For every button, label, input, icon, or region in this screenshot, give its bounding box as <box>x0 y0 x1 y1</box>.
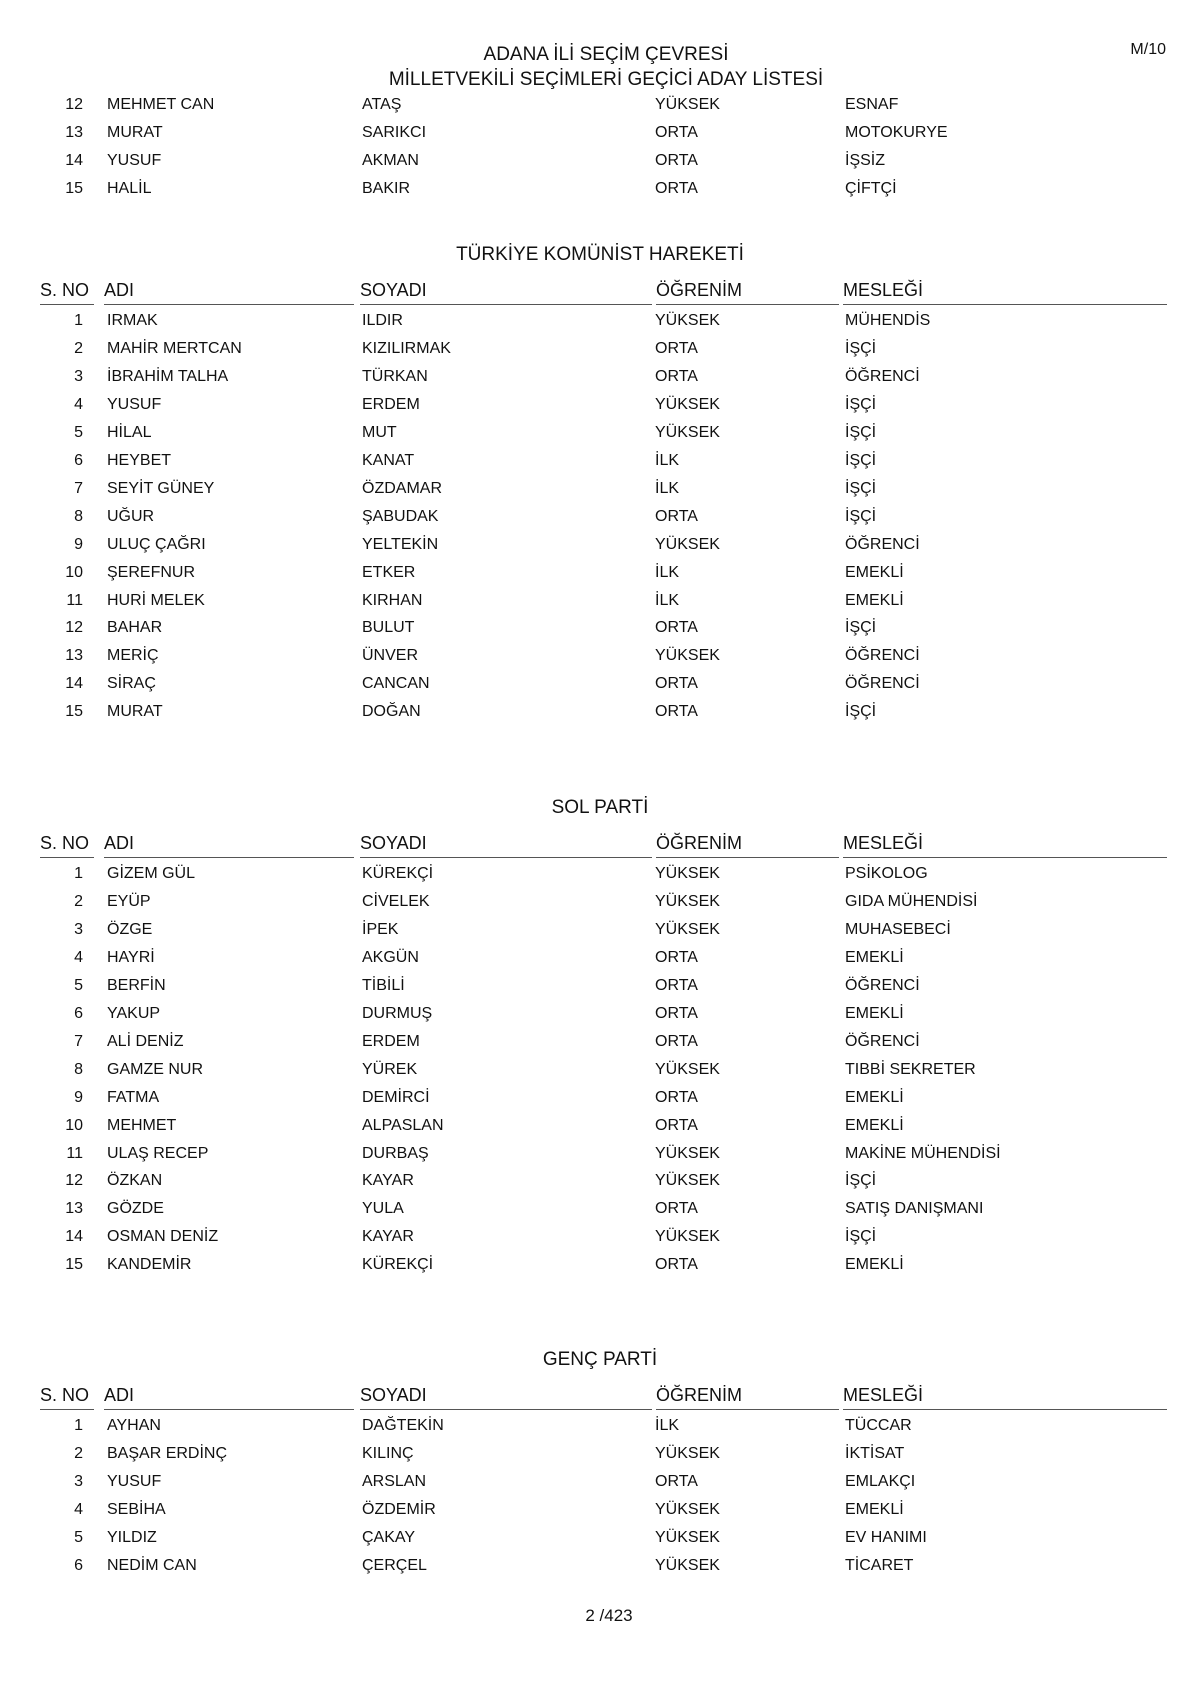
cell-meslek: EMEKLİ <box>845 591 904 609</box>
cell-ogrenim: YÜKSEK <box>655 1060 720 1078</box>
cell-ogrenim: YÜKSEK <box>655 423 720 441</box>
cell-meslek: İKTİSAT <box>845 1444 905 1462</box>
cell-ad: ULUÇ ÇAĞRI <box>107 535 206 553</box>
cell-meslek: MÜHENDİS <box>845 312 931 329</box>
cell-meslek: TİCARET <box>845 1556 914 1574</box>
cell-no: 15 <box>65 703 83 721</box>
cell-soyad: ÜNVER <box>362 647 419 665</box>
cell-meslek: EMEKLİ <box>845 563 904 581</box>
cell-ad: MEHMET CAN <box>107 96 215 113</box>
cell-meslek: SATIŞ DANIŞMANI <box>845 1200 984 1218</box>
cell-meslek: İŞSİZ <box>845 151 886 169</box>
cell-no: 4 <box>74 948 83 966</box>
cell-ogrenim: ORTA <box>655 976 698 994</box>
cell-soyad: SARIKCI <box>362 123 427 141</box>
cell-no: 12 <box>65 96 83 113</box>
cell-ad: AYHAN <box>107 1417 161 1434</box>
cell-ogrenim: YÜKSEK <box>655 312 720 329</box>
table-row <box>0 530 1200 560</box>
cell-ad: YAKUP <box>107 1004 161 1022</box>
party-title: GENÇ PARTİ <box>542 1349 658 1370</box>
cell-no: 13 <box>65 647 83 665</box>
cell-soyad: ARSLAN <box>362 1472 427 1490</box>
document-header <box>0 42 1200 92</box>
cell-soyad: YÜREK <box>362 1060 418 1078</box>
cell-meslek: ESNAF <box>845 96 899 113</box>
cell-no: 12 <box>65 619 83 637</box>
cell-ad: GÖZDE <box>107 1200 164 1218</box>
cell-no: 2 <box>74 1444 83 1462</box>
cell-soyad: KÜREKÇİ <box>362 1256 434 1274</box>
table-row <box>0 146 1200 176</box>
cell-ad: ŞEREFNUR <box>107 563 196 581</box>
cell-no: 15 <box>65 1256 83 1274</box>
page-id: M/10 <box>1130 41 1166 58</box>
cell-meslek: EMEKLİ <box>845 1500 904 1518</box>
table-row <box>0 887 1200 917</box>
cell-no: 10 <box>65 1116 83 1134</box>
cell-ad: HALİL <box>107 179 152 197</box>
table-row <box>0 1411 1200 1441</box>
cell-ad: YUSUF <box>107 1472 162 1490</box>
cell-ogrenim: İLK <box>655 591 680 609</box>
table-row <box>0 1027 1200 1057</box>
cell-no: 2 <box>74 339 83 357</box>
cell-meslek: ÖĞRENCİ <box>845 647 920 665</box>
cell-no: 3 <box>74 920 83 938</box>
cell-meslek: İŞÇİ <box>845 479 877 497</box>
cell-ogrenim: ORTA <box>655 151 698 169</box>
cell-no: 14 <box>65 675 83 693</box>
cell-no: 12 <box>65 1172 83 1190</box>
cell-no: 5 <box>74 1528 83 1546</box>
cell-soyad: CİVELEK <box>362 892 430 910</box>
cell-ad: FATMA <box>107 1088 160 1106</box>
cell-meslek: İŞÇİ <box>845 423 877 441</box>
cell-meslek: ÖĞRENCİ <box>845 367 920 385</box>
cell-ad: MURAT <box>107 123 163 141</box>
cell-ad: ALİ DENİZ <box>107 1032 184 1050</box>
cell-no: 5 <box>74 976 83 994</box>
column-header-soyad: SOYADI <box>360 276 652 305</box>
cell-ogrenim: YÜKSEK <box>655 395 720 413</box>
cell-meslek: İŞÇİ <box>845 451 877 469</box>
cell-soyad: ILDIR <box>362 312 403 329</box>
cell-no: 13 <box>65 1200 83 1218</box>
cell-soyad: KIRHAN <box>362 591 423 609</box>
table-row <box>0 1551 1200 1581</box>
cell-meslek: İŞÇİ <box>845 703 877 721</box>
cell-ad: YILDIZ <box>107 1528 157 1546</box>
cell-no: 1 <box>74 865 83 882</box>
cell-no: 4 <box>74 1500 83 1518</box>
cell-meslek: EMEKLİ <box>845 1088 904 1106</box>
table-row <box>0 1250 1200 1280</box>
cell-soyad: DURMUŞ <box>362 1004 433 1022</box>
cell-no: 9 <box>74 1088 83 1106</box>
cell-ad: HİLAL <box>107 423 152 441</box>
cell-ad: ÖZKAN <box>107 1172 163 1190</box>
party-title: TÜRKİYE KOMÜNİST HAREKETİ <box>456 244 744 265</box>
cell-soyad: DEMİRCİ <box>362 1088 430 1106</box>
cell-no: 15 <box>65 179 83 197</box>
cell-no: 8 <box>74 507 83 525</box>
table-row <box>0 118 1200 148</box>
cell-ogrenim: YÜKSEK <box>655 535 720 553</box>
column-header-no: S. NO <box>40 1381 94 1410</box>
cell-soyad: ETKER <box>362 563 416 581</box>
cell-ad: HEYBET <box>107 451 172 469</box>
cell-ad: BERFİN <box>107 976 166 994</box>
cell-soyad: TÜRKAN <box>362 367 428 385</box>
cell-no: 7 <box>74 1032 83 1050</box>
cell-ogrenim: ORTA <box>655 339 698 357</box>
cell-no: 1 <box>74 1417 83 1434</box>
cell-soyad: MUT <box>362 423 397 441</box>
cell-meslek: İŞÇİ <box>845 339 877 357</box>
table-row <box>0 613 1200 643</box>
table-row <box>0 971 1200 1001</box>
cell-meslek: ÖĞRENCİ <box>845 535 920 553</box>
cell-meslek: EV HANIMI <box>845 1528 927 1546</box>
cell-meslek: ÖĞRENCİ <box>845 976 920 994</box>
column-header-ad: ADI <box>104 1381 354 1410</box>
column-header-meslek: MESLEĞİ <box>843 276 1167 305</box>
cell-ogrenim: YÜKSEK <box>655 1228 720 1246</box>
table-row <box>0 697 1200 727</box>
cell-ad: GAMZE NUR <box>107 1060 203 1078</box>
table-row <box>0 943 1200 973</box>
cell-soyad: ERDEM <box>362 1032 420 1050</box>
cell-no: 6 <box>74 451 83 469</box>
cell-ad: UĞUR <box>107 507 155 525</box>
table-row <box>0 1439 1200 1469</box>
cell-soyad: ALPASLAN <box>362 1116 444 1134</box>
cell-no: 4 <box>74 395 83 413</box>
cell-meslek: PSİKOLOG <box>845 865 928 882</box>
party-title: SOL PARTİ <box>551 797 649 818</box>
cell-ogrenim: YÜKSEK <box>655 1556 720 1574</box>
cell-ogrenim: ORTA <box>655 179 698 197</box>
cell-soyad: YELTEKİN <box>362 535 439 553</box>
cell-no: 5 <box>74 423 83 441</box>
cell-ogrenim: YÜKSEK <box>655 892 720 910</box>
table-row <box>0 1139 1200 1169</box>
cell-soyad: DAĞTEKİN <box>362 1417 444 1434</box>
page-current: 2 <box>585 1606 595 1625</box>
table-row <box>0 1467 1200 1497</box>
column-header-ad: ADI <box>104 829 354 858</box>
cell-ad: SİRAÇ <box>107 675 156 693</box>
cell-meslek: MOTOKURYE <box>845 123 948 141</box>
table-row <box>0 334 1200 364</box>
cell-soyad: KANAT <box>362 451 415 469</box>
column-header-no: S. NO <box>40 829 94 858</box>
table-row <box>0 1222 1200 1252</box>
cell-soyad: ERDEM <box>362 395 420 413</box>
cell-meslek: MUHASEBECİ <box>845 920 951 938</box>
column-header-ogrenim: ÖĞRENİM <box>656 829 839 858</box>
cell-soyad: ATAŞ <box>362 96 402 113</box>
cell-soyad: KAYAR <box>362 1172 414 1190</box>
cell-ad: KANDEMİR <box>107 1256 192 1274</box>
cell-ad: SEBİHA <box>107 1500 166 1518</box>
cell-ad: MEHMET <box>107 1116 177 1134</box>
cell-meslek: İŞÇİ <box>845 1172 877 1190</box>
cell-ogrenim: ORTA <box>655 1032 698 1050</box>
cell-soyad: ŞABUDAK <box>362 507 439 525</box>
cell-no: 10 <box>65 563 83 581</box>
table-row <box>0 586 1200 616</box>
cell-no: 6 <box>74 1004 83 1022</box>
cell-meslek: EMEKLİ <box>845 1004 904 1022</box>
cell-meslek: EMLAKÇI <box>845 1472 916 1490</box>
table-row <box>0 1495 1200 1525</box>
table-row <box>0 474 1200 504</box>
cell-ogrenim: YÜKSEK <box>655 1444 720 1462</box>
cell-ogrenim: İLK <box>655 563 680 581</box>
table-row <box>0 641 1200 671</box>
cell-meslek: TIBBİ SEKRETER <box>845 1060 976 1078</box>
cell-ogrenim: ORTA <box>655 507 698 525</box>
cell-ogrenim: ORTA <box>655 619 698 637</box>
cell-meslek: ÖĞRENCİ <box>845 1032 920 1050</box>
cell-meslek: İŞÇİ <box>845 619 877 637</box>
column-header-meslek: MESLEĞİ <box>843 829 1167 858</box>
cell-meslek: MAKİNE MÜHENDİSİ <box>845 1144 1001 1162</box>
cell-ad: ÖZGE <box>107 920 153 938</box>
header-line-1: ADANA İLİ SEÇİM ÇEVRESİ <box>483 44 729 65</box>
table-row <box>0 502 1200 532</box>
cell-no: 14 <box>65 1228 83 1246</box>
column-header-meslek: MESLEĞİ <box>843 1381 1167 1410</box>
table-row <box>0 1166 1200 1196</box>
table-row <box>0 999 1200 1029</box>
cell-ad: BAŞAR ERDİNÇ <box>107 1444 228 1462</box>
cell-soyad: CANCAN <box>362 675 430 693</box>
table-row <box>0 1083 1200 1113</box>
column-header-ad: ADI <box>104 276 354 305</box>
cell-ogrenim: ORTA <box>655 1200 698 1218</box>
cell-ogrenim: YÜKSEK <box>655 1500 720 1518</box>
cell-soyad: DURBAŞ <box>362 1144 429 1162</box>
cell-ad: GİZEM GÜL <box>107 865 196 882</box>
cell-soyad: YULA <box>362 1200 404 1218</box>
cell-ogrenim: ORTA <box>655 948 698 966</box>
cell-ad: YUSUF <box>107 395 162 413</box>
cell-soyad: ÇAKAY <box>362 1528 416 1546</box>
table-row <box>0 558 1200 588</box>
cell-no: 2 <box>74 892 83 910</box>
cell-soyad: ÇERÇEL <box>362 1556 427 1574</box>
cell-no: 6 <box>74 1556 83 1574</box>
cell-ogrenim: ORTA <box>655 1256 698 1274</box>
cell-no: 1 <box>74 312 83 329</box>
cell-no: 3 <box>74 1472 83 1490</box>
cell-soyad: KÜREKÇİ <box>362 865 434 882</box>
cell-soyad: İPEK <box>362 920 399 938</box>
table-row <box>0 362 1200 392</box>
cell-no: 14 <box>65 151 83 169</box>
page-number <box>0 1606 1200 1626</box>
cell-soyad: AKGÜN <box>362 948 419 966</box>
cell-ogrenim: YÜKSEK <box>655 1144 720 1162</box>
cell-ad: İBRAHİM TALHA <box>107 367 229 385</box>
table-row <box>0 390 1200 420</box>
cell-ad: IRMAK <box>107 312 158 329</box>
cell-soyad: ÖZDAMAR <box>362 479 442 497</box>
cell-no: 8 <box>74 1060 83 1078</box>
table-row <box>0 859 1200 889</box>
column-header-soyad: SOYADI <box>360 829 652 858</box>
header-line-2: MİLLETVEKİLİ SEÇİMLERİ GEÇİCİ ADAY LİSTESİ <box>388 69 824 90</box>
column-header-soyad: SOYADI <box>360 1381 652 1410</box>
cell-ad: MURAT <box>107 703 163 721</box>
cell-ogrenim: ORTA <box>655 1472 698 1490</box>
cell-soyad: KIZILIRMAK <box>362 339 451 357</box>
cell-ogrenim: ORTA <box>655 1116 698 1134</box>
cell-soyad: KAYAR <box>362 1228 414 1246</box>
cell-ad: HURİ MELEK <box>107 591 205 609</box>
cell-ogrenim: ORTA <box>655 675 698 693</box>
cell-no: 9 <box>74 535 83 553</box>
table-header <box>0 1381 1200 1411</box>
cell-ad: YUSUF <box>107 151 162 169</box>
cell-ogrenim: YÜKSEK <box>655 96 720 113</box>
cell-ogrenim: YÜKSEK <box>655 1172 720 1190</box>
table-row <box>0 669 1200 699</box>
table-header <box>0 829 1200 859</box>
cell-ogrenim: ORTA <box>655 703 698 721</box>
cell-ogrenim: YÜKSEK <box>655 865 720 882</box>
cell-soyad: KILINÇ <box>362 1444 414 1462</box>
cell-meslek: EMEKLİ <box>845 948 904 966</box>
column-header-ogrenim: ÖĞRENİM <box>656 276 839 305</box>
cell-no: 3 <box>74 367 83 385</box>
table-row <box>0 1523 1200 1553</box>
cell-no: 11 <box>66 591 83 609</box>
table-row <box>0 90 1200 120</box>
cell-ogrenim: ORTA <box>655 1088 698 1106</box>
cell-no: 11 <box>66 1144 83 1162</box>
cell-meslek: İŞÇİ <box>845 1228 877 1246</box>
cell-ad: EYÜP <box>107 892 151 910</box>
cell-meslek: EMEKLİ <box>845 1256 904 1274</box>
cell-ogrenim: ORTA <box>655 1004 698 1022</box>
table-row <box>0 1194 1200 1224</box>
cell-meslek: ÖĞRENCİ <box>845 675 920 693</box>
cell-soyad: BULUT <box>362 619 415 637</box>
cell-meslek: EMEKLİ <box>845 1116 904 1134</box>
cell-meslek: İŞÇİ <box>845 395 877 413</box>
cell-ogrenim: YÜKSEK <box>655 1528 720 1546</box>
cell-ogrenim: ORTA <box>655 123 698 141</box>
cell-ogrenim: YÜKSEK <box>655 647 720 665</box>
cell-ogrenim: ORTA <box>655 367 698 385</box>
cell-soyad: BAKIR <box>362 179 411 197</box>
cell-meslek: ÇİFTÇİ <box>845 179 897 197</box>
cell-ad: OSMAN DENİZ <box>107 1228 219 1246</box>
cell-ad: BAHAR <box>107 619 163 637</box>
cell-no: 7 <box>74 479 83 497</box>
cell-meslek: TÜCCAR <box>845 1417 912 1434</box>
cell-ogrenim: İLK <box>655 1417 680 1434</box>
cell-ad: MAHİR MERTCAN <box>107 339 242 357</box>
cell-meslek: GIDA MÜHENDİSİ <box>845 892 978 910</box>
cell-ad: HAYRİ <box>107 948 155 966</box>
cell-ogrenim: İLK <box>655 451 680 469</box>
page-total: /423 <box>599 1606 633 1625</box>
cell-ad: ULAŞ RECEP <box>107 1144 209 1162</box>
cell-ad: SEYİT GÜNEY <box>107 479 215 497</box>
table-row <box>0 418 1200 448</box>
column-header-ogrenim: ÖĞRENİM <box>656 1381 839 1410</box>
cell-ad: NEDİM CAN <box>107 1556 197 1574</box>
cell-ad: MERİÇ <box>107 647 159 665</box>
cell-ogrenim: YÜKSEK <box>655 920 720 938</box>
cell-no: 13 <box>65 123 83 141</box>
table-row <box>0 446 1200 476</box>
cell-soyad: ÖZDEMİR <box>362 1500 436 1518</box>
table-row <box>0 174 1200 204</box>
cell-soyad: AKMAN <box>362 151 419 169</box>
table-header <box>0 276 1200 306</box>
table-row <box>0 306 1200 336</box>
table-row <box>0 1111 1200 1141</box>
table-row <box>0 915 1200 945</box>
column-header-no: S. NO <box>40 276 94 305</box>
table-row <box>0 1055 1200 1085</box>
cell-ogrenim: İLK <box>655 479 680 497</box>
cell-soyad: DOĞAN <box>362 703 421 721</box>
cell-meslek: İŞÇİ <box>845 507 877 525</box>
cell-soyad: TİBİLİ <box>362 976 405 994</box>
